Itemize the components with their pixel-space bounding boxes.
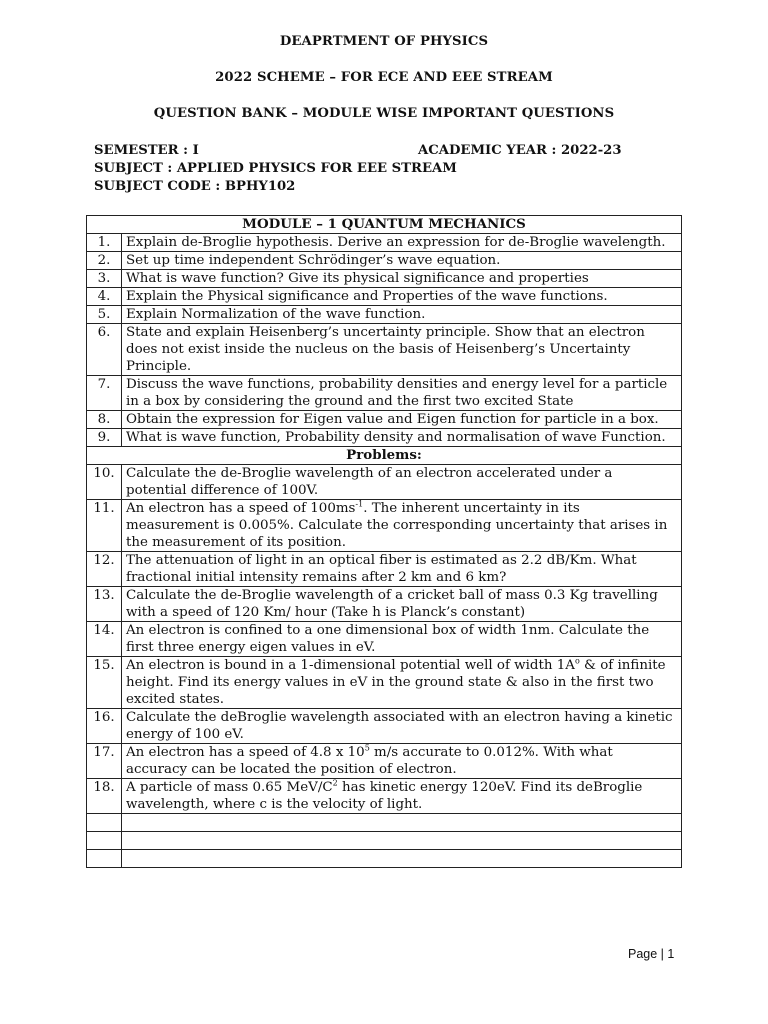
question-number: 7. <box>87 376 122 411</box>
problem-row <box>87 552 682 587</box>
question-row <box>87 429 682 447</box>
superscript: 5 <box>364 743 370 753</box>
empty-row <box>87 850 682 868</box>
question-text: Calculate the deBroglie wavelength associated with an electron having a kinetic energy of 100 eV. <box>122 709 682 744</box>
module-title: MODULE – 1 QUANTUM MECHANICS <box>87 216 682 234</box>
empty-cell <box>122 850 682 868</box>
question-text: Explain Normalization of the wave function. <box>122 306 682 324</box>
question-text: An electron is confined to a one dimensional box of width 1nm. Calculate the first three energy eigen values in eV. <box>122 622 682 657</box>
question-number: 2. <box>87 252 122 270</box>
problem-row <box>87 779 682 814</box>
question-number: 9. <box>87 429 122 447</box>
problem-row <box>87 744 682 779</box>
question-row <box>87 376 682 411</box>
problems-heading: Problems: <box>87 447 682 465</box>
empty-cell <box>87 850 122 868</box>
module-heading-row <box>87 216 682 234</box>
question-row <box>87 288 682 306</box>
question-text: The attenuation of light in an optical fiber is estimated as 2.2 dB/Km. What fractional initial intensity remains after 2 km and 6 km? <box>122 552 682 587</box>
empty-row <box>87 814 682 832</box>
problem-row <box>87 465 682 500</box>
question-text: Discuss the wave functions, probability densities and energy level for a particle in a box by considering the ground and the first two excited State <box>122 376 682 411</box>
empty-cell <box>87 832 122 850</box>
department-heading: DEAPRTMENT OF PHYSICS <box>279 34 489 49</box>
question-number: 3. <box>87 270 122 288</box>
question-number: 6. <box>87 324 122 376</box>
question-row <box>87 411 682 429</box>
question-text: Set up time independent Schrödinger’s wave equation. <box>122 252 682 270</box>
problem-row <box>87 622 682 657</box>
question-row <box>87 324 682 376</box>
question-number: 18. <box>87 779 122 814</box>
question-number: 16. <box>87 709 122 744</box>
page-number: Page | 1 <box>628 947 675 961</box>
question-text: An electron has a speed of 4.8 x $10^5$ m/s accurate to 0.012%. With what accuracy can be located the position of electron. <box>122 744 682 779</box>
semester-label: SEMESTER : I <box>94 143 199 158</box>
question-text: Explain de-Broglie hypothesis. Derive an expression for de-Broglie wavelength. <box>122 234 682 252</box>
scheme-heading: 2022 SCHEME – FOR ECE AND EEE STREAM <box>215 70 553 85</box>
question-number: 13. <box>87 587 122 622</box>
question-number: 12. <box>87 552 122 587</box>
academic-year-label: ACADEMIC YEAR : 2022-23 <box>418 143 622 158</box>
problem-row <box>87 587 682 622</box>
question-row <box>87 306 682 324</box>
question-row <box>87 252 682 270</box>
question-row <box>87 270 682 288</box>
question-text: Obtain the expression for Eigen value and Eigen function for particle in a box. <box>122 411 682 429</box>
question-text: Explain the Physical significance and Properties of the wave functions. <box>122 288 682 306</box>
question-bank-title: QUESTION BANK – MODULE WISE IMPORTANT QUESTIONS <box>153 106 615 121</box>
question-text: Calculate the de-Broglie wavelength of an electron accelerated under a potential difference of 100V. <box>122 465 682 500</box>
empty-cell <box>87 814 122 832</box>
question-number: 5. <box>87 306 122 324</box>
question-number: 15. <box>87 657 122 709</box>
question-number: 4. <box>87 288 122 306</box>
question-number: 17. <box>87 744 122 779</box>
empty-row <box>87 832 682 850</box>
question-number: 11. <box>87 500 122 552</box>
question-number: 8. <box>87 411 122 429</box>
question-number: 1. <box>87 234 122 252</box>
subject-code-label: SUBJECT CODE : BPHY102 <box>94 179 296 194</box>
superscript: o <box>574 656 580 666</box>
question-text: State and explain Heisenberg’s uncertainty principle. Show that an electron does not exist inside the nucleus on the basis of Heisenberg’s Uncertainty Principle. <box>122 324 682 376</box>
empty-cell <box>122 814 682 832</box>
question-number: 14. <box>87 622 122 657</box>
problem-row <box>87 709 682 744</box>
subject-label: SUBJECT : APPLIED PHYSICS FOR EEE STREAM <box>94 161 457 176</box>
question-text: Calculate the de-Broglie wavelength of a cricket ball of mass 0.3 Kg travelling with a speed of 120 Km/ hour (Take h is Planck’s constant) <box>122 587 682 622</box>
problem-row <box>87 657 682 709</box>
question-text: An electron is bound in a 1-dimensional potential well of width $1A^o$ & of infinite height. Find its energy values in eV in the ground state & also in the first two excited states. <box>122 657 682 709</box>
question-text: An electron has a speed of $100ms^{-1}$. The inherent uncertainty in its measurement is 0.005%. Calculate the corresponding uncertainty that arises in the measurement of its position. <box>122 500 682 552</box>
question-row <box>87 234 682 252</box>
empty-cell <box>122 832 682 850</box>
question-table <box>86 215 682 868</box>
question-text: What is wave function? Give its physical significance and properties <box>122 270 682 288</box>
question-text: A particle of mass 0.65 MeV/$C^2$ has kinetic energy 120eV. Find its deBroglie wavelength, where c is the velocity of light. <box>122 779 682 814</box>
question-text: What is wave function, Probability density and normalisation of wave Function. <box>122 429 682 447</box>
superscript: -1 <box>355 499 364 509</box>
problems-heading-row <box>87 447 682 465</box>
problem-row <box>87 500 682 552</box>
question-number: 10. <box>87 465 122 500</box>
superscript: 2 <box>332 778 338 788</box>
